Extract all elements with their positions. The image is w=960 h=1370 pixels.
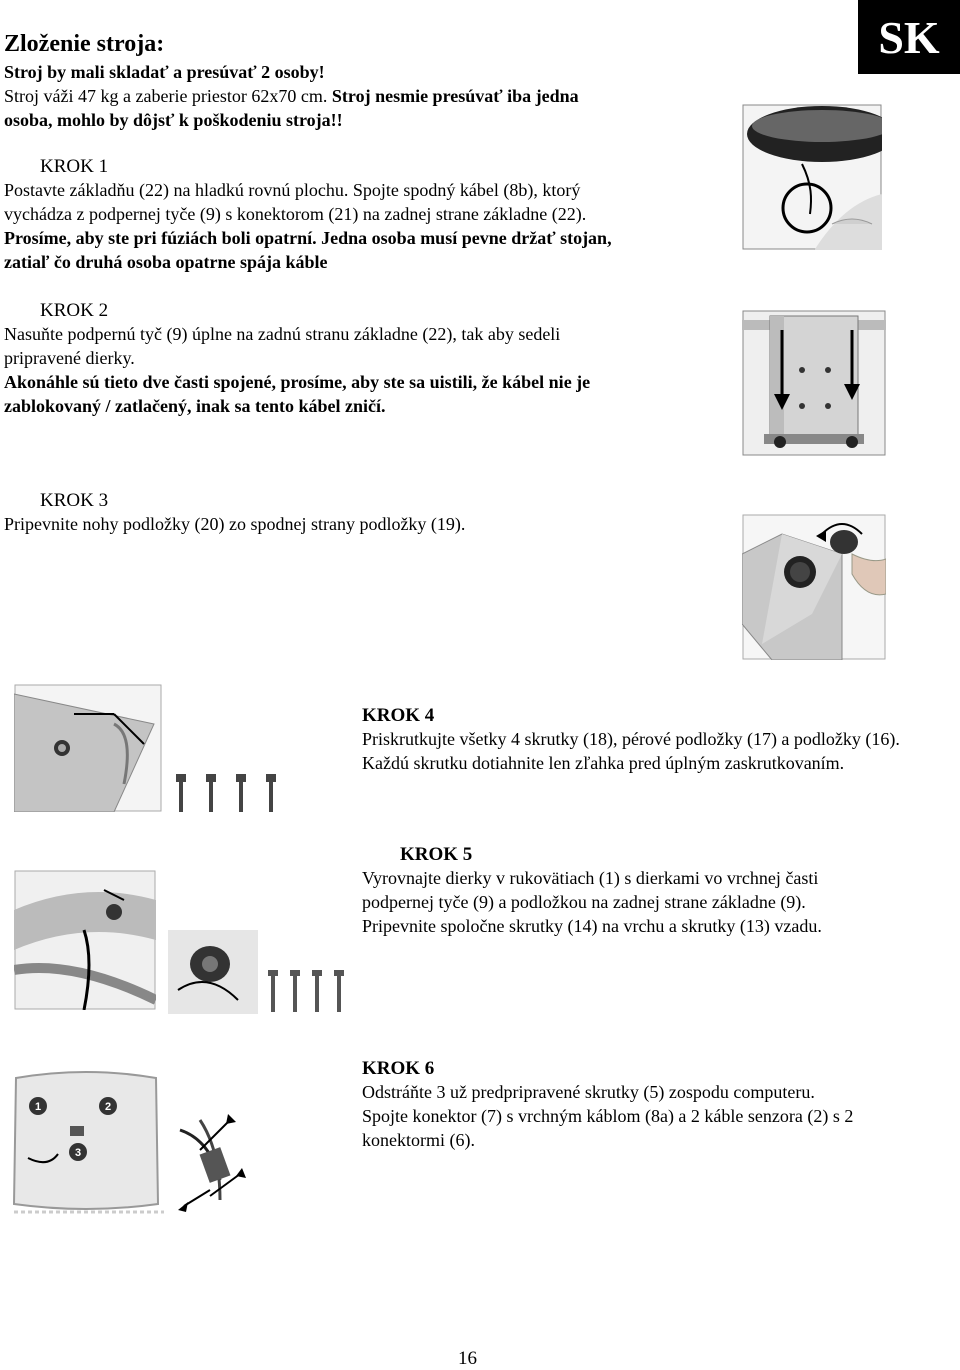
- step1-photo: [742, 104, 882, 250]
- step5-line2: podpernej tyče (9) a podložkou na zadnej strane základne (9).: [362, 892, 806, 912]
- step5-photo-handle: [14, 870, 156, 1010]
- step2-line3: Akonáhle sú tieto dve časti spojené, prosíme, aby ste sa uistili, že kábel nie je: [4, 372, 591, 392]
- step5-line3: Pripevnite spoločne skrutky (14) na vrchu a skrutky (13) vzadu.: [362, 916, 822, 936]
- step4-line1: Priskrutkujte všetky 4 skrutky (18), pérové podložky (17) a podložky (16).: [362, 729, 900, 749]
- step1-line4: zatiaľ čo druhá osoba opatrne spája káble: [4, 252, 328, 272]
- step4-heading: KROK 4: [362, 705, 435, 726]
- intro-damage-warning: osoba, mohlo by dôjsť k poškodeniu stroja!!: [4, 110, 343, 130]
- intro-warning: Stroj by mali skladať a presúvať 2 osoby!: [4, 62, 325, 82]
- step6-photo-console: [8, 1066, 164, 1216]
- step5-photo-bolts: [168, 930, 352, 1014]
- step3-line1: Pripevnite nohy podložky (20) zo spodnej strany podložky (19).: [4, 514, 466, 534]
- step1-line2: vychádza z podpernej tyče (9) s konektorom (21) na zadnej strane základne (22).: [4, 204, 587, 224]
- console-label-2: 2: [104, 1101, 112, 1113]
- step2-line4: zablokovaný / zatlačený, inak sa tento kábel zničí.: [4, 396, 386, 416]
- step3-photo: [742, 514, 886, 660]
- step1-line3: Prosíme, aby ste pri fúziách boli opatrní. Jedna osoba musí pevne držať stojan,: [4, 228, 612, 248]
- intro-move-warning: Stroj nesmie presúvať iba jedna: [331, 86, 579, 106]
- step5-line1: Vyrovnajte dierky v rukovätiach (1) s dierkami vo vrchnej časti: [362, 868, 819, 888]
- step3-heading: KROK 3: [40, 490, 109, 511]
- step2-heading: KROK 2: [40, 300, 109, 321]
- step6-heading: KROK 6: [362, 1058, 435, 1079]
- step2-line2: pripravené dierky.: [4, 348, 135, 368]
- step1-line1: Postavte základňu (22) na hladkú rovnú plochu. Spojte spodný kábel (8b), ktorý: [4, 180, 581, 200]
- step6-line1: Odstráňte 3 už predpripravené skrutky (5) zospodu computeru.: [362, 1082, 815, 1102]
- step4-photo: [14, 684, 162, 812]
- step6-photo-connectors: [170, 1110, 260, 1214]
- step4-screws: [166, 770, 286, 820]
- step1-heading: KROK 1: [40, 156, 109, 177]
- step6-line3: konektormi (6).: [362, 1130, 475, 1150]
- page-number: 16: [458, 1348, 477, 1369]
- page-title: Zloženie stroja:: [4, 31, 165, 57]
- step6-line2: Spojte konektor (7) s vrchným káblom (8a) a 2 káble senzora (2) s 2: [362, 1106, 854, 1126]
- console-label-1: 1: [34, 1101, 42, 1113]
- step4-line2: Každú skrutku dotiahnite len zľahka pred úplným zaskrutkovaním.: [362, 753, 845, 773]
- language-badge: SK: [858, 0, 960, 74]
- step2-line1: Nasuňte podpernú tyč (9) úplne na zadnú stranu základne (22), tak aby sedeli: [4, 324, 561, 344]
- console-label-3: 3: [74, 1147, 82, 1159]
- step2-photo: [742, 310, 886, 456]
- intro-weight: [4, 84, 579, 108]
- intro-weight-text: Stroj váži 47 kg a zaberie priestor 62x70 cm.: [4, 86, 332, 106]
- step5-heading: KROK 5: [400, 844, 473, 865]
